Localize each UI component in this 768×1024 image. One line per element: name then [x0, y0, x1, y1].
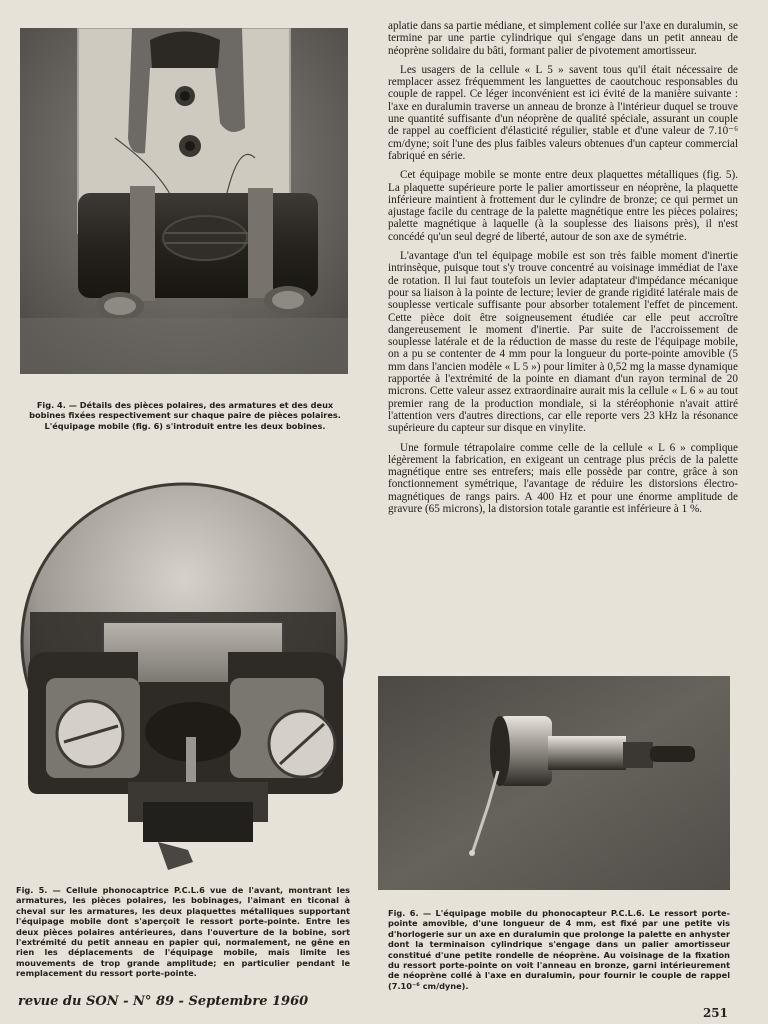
- figure-5-label: Fig. 5.: [16, 885, 48, 895]
- figure-6-caption-text: — L'équipage mobile du phonocapteur P.C.L.6. Le ressort porte-pointe amovible, d'une longueur de 4 mm, est fixé par une petite vis d'horlogerie sur un axe en duralumin que prolonge la palette en anhyster dont la terminaison cylindrique s'engage dans un palier amortisseur constitué d'une petite rondelle de néoprène. Au voisinage de la fixation du ressort porte-pointe on voit l'anneau en bronze, garni intérieurement de néoprène collé à l'axe en duralumin, pour fournir le couple de rappel (7.10⁻⁶ cm/dyne).: [388, 908, 731, 991]
- figure-5-caption-text: — Cellule phonocaptrice P.C.L.6 vue de l'avant, montrant les armatures, les pièces polaires, les bobinages, l'aimant en ticonal à cheval sur les armatures, les deux plaquettes métalliques supportant l'équipage mobile dont s'aperçoit le ressort porte-pointe. Entre les deux pièces polaires antérieures, dans l'ouverture de la bobine, sort l'extrémité du petit anneau en papier qui, normalement, ne gêne en rien les déplacements de l'équipage mobile, mais limite les mouvements de trop grande amplitude; en particulier pendant le remplacement du ressort porte-pointe.: [16, 885, 351, 979]
- figure-6-label: Fig. 6.: [388, 908, 419, 918]
- paragraph-3: Cet équipage mobile se monte entre deux plaquettes métalliques (fig. 5). La plaquette supérieure porte le palier amortisseur en néoprène, la plaquette inférieure maintient à frottement dur le cylindre de bronze; ce qui permet un ajustage facile du centrage de la palette magnétique entre les pièces polaires; palette magnétique à laquelle (à la souplesse des liaisons près), il n'est concédé qu'un seul degré de liberté, autour de son axe de symétrie.: [388, 169, 738, 243]
- figure-4-caption: [18, 400, 352, 431]
- article-text-column: [388, 20, 738, 522]
- figure-6-caption: [388, 908, 730, 991]
- journal-footer: revue du SON - N° 89 - Septembre 1960: [18, 994, 309, 1009]
- paragraph-2: Les usagers de la cellule « L 5 » savent tous qu'il était nécessaire de remplacer assez fréquemment les languettes de caoutchouc responsables du couple de rappel. Ce léger inconvénient est ici évité de la manière suivante : l'axe en duralumin traverse un anneau de bronze à l'intérieur duquel se trouve une quantité suffisante d'un néoprène de qualité spéciale, assurant un couple de rappel au coefficient d'élasticité régulier, stable et d'une valeur de 7.10⁻⁶ cm/dyne; soit l'une des plus faibles valeurs obtenues d'un capteur commercial fabriqué en série.: [388, 63, 738, 162]
- figure-4-photo: [20, 28, 348, 374]
- figure-4-label: Fig. 4.: [36, 400, 66, 410]
- paragraph-5: Une formule tétrapolaire comme celle de la cellule « L 6 » complique légèrement la fabrication, en exigeant un centrage plus précis de la palette magnétique entre ses entrefers; mais elle possède par contre, grâce à son fonctionnement symétrique, l'avantage de réduire les distorsions électro-magnétiques de rangs pairs. A 400 Hz et pour une énorme amplitude de gravure (65 microns), la distorsion totale garantie est inférieure à 1 %.: [388, 441, 738, 515]
- figure-5-photo: [18, 482, 348, 874]
- figure-4-caption-text: — Détails des pièces polaires, des armatures et des deux bobines fixées respectivement sur chaque paire de pièces polaires. L'équipage mobile (fig. 6) s'introduit entre les deux bobines.: [29, 400, 341, 431]
- figure-6-photo: [378, 676, 730, 890]
- paragraph-1: aplatie dans sa partie médiane, et simplement collée sur l'axe en duralumin, se termine par une partie cylindrique qui s'engage dans un petit anneau de néoprène solidaire du bâti, formant palier de pivotement amortisseur.: [388, 20, 738, 57]
- paragraph-4: L'avantage d'un tel équipage mobile est son très faible moment d'inertie intrinsèque, puisque tout s'y trouve concentré au voisinage immédiat de l'axe de rotation. Il lui faut toutefois un levier adaptateur d'impédance mécanique pour sa liaison à la pointe de lecture; levier de grande rigidité latérale mais de souplesse verticale suffisante pour absorber totalement l'effet de pincement. Cette pièce doit être soigneusement étudiée car elle peut accroître dangereusement le moment d'inertie. Par suite de l'accroissement de souplesse latérale et de la réduction de masse du reste de l'équipage mobile, on a pu se contenter de 4 mm pour la longueur du porte-pointe amovible (5 mm dans l'ancien modèle « L 5 ») pour limiter à 0,52 mg la masse dynamique rapportée à l'extrémité de la pointe en diamant d'un rayon terminal de 20 microns. Cette valeur assez extraordinaire aurait mis la cellule « L 6 » au tout premier rang de la production mondiale, si la stéréophonie n'avait attiré l'attention vers d'autres directions, car elle reporte vers 23 kHz la résonance supérieure du capteur sur disque en vinylite.: [388, 250, 738, 435]
- figure-5-caption: [16, 885, 350, 979]
- page-number: 251: [702, 1006, 728, 1020]
